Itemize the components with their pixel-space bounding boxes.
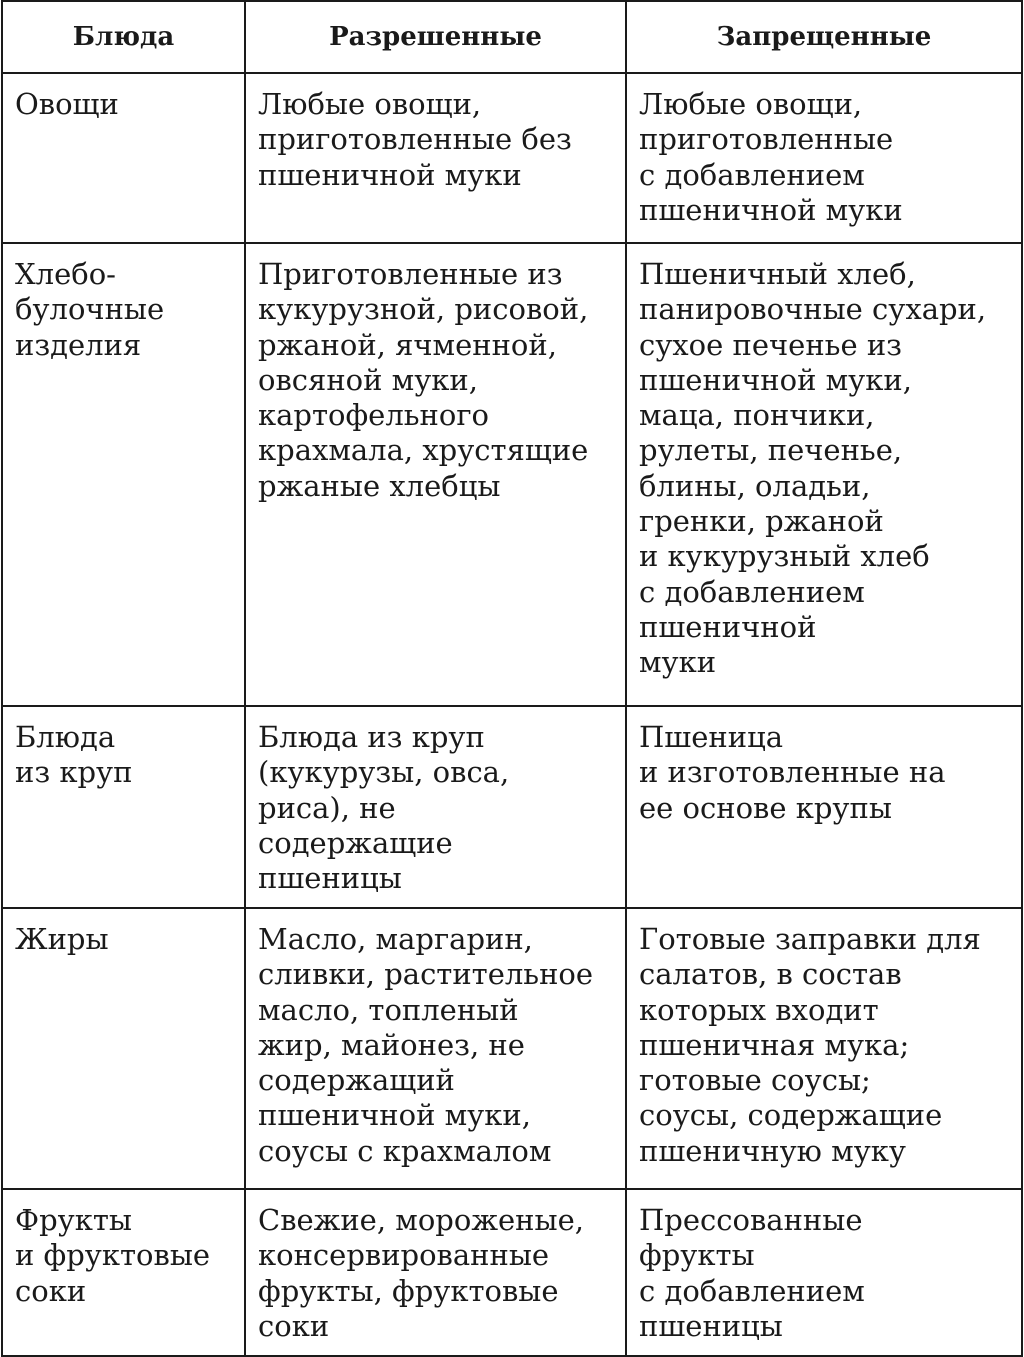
table-row: [2, 706, 1022, 908]
table-row: [2, 243, 1022, 706]
header-dishes: Блюда: [2, 1, 245, 73]
forbidden-cell: [626, 908, 1022, 1189]
dish-cell: [2, 1189, 245, 1356]
allowed-text: Блюда из круп (кукурузы, овса, риса), не содержащие пшеницы: [258, 720, 510, 896]
header-forbidden: Запрещенные: [626, 1, 1022, 73]
allowed-cell: [245, 1189, 626, 1356]
forbidden-cell: [626, 706, 1022, 908]
allowed-text: Любые овощи, приготовленные без пшеничной муки: [258, 87, 572, 192]
allowed-cell: [245, 706, 626, 908]
forbidden-cell: [626, 1189, 1022, 1356]
forbidden-text: Любые овощи, приготовленные с добавлением пшеничной муки: [639, 87, 903, 227]
forbidden-cell: [626, 73, 1022, 243]
dish-cell: [2, 908, 245, 1189]
allowed-cell: [245, 243, 626, 706]
dish-text: Блюда из круп: [15, 720, 133, 790]
dish-text: Жиры: [15, 922, 109, 956]
table-row: [2, 908, 1022, 1189]
dish-text: Фрукты и фруктовые соки: [15, 1203, 211, 1308]
allowed-text: Свежие, мороженые, консервированные фрукты, фруктовые соки: [258, 1203, 584, 1343]
table-row: [2, 1189, 1022, 1356]
forbidden-text: Пшеница и изготовленные на ее основе крупы: [639, 720, 946, 825]
forbidden-text: Готовые заправки для салатов, в состав которых входит пшеничная мука; готовые соусы; соусы, содержащие пшеничную муку: [639, 922, 981, 1168]
forbidden-cell: [626, 243, 1022, 706]
diet-table: [1, 0, 1023, 1357]
dish-cell: [2, 706, 245, 908]
header-allowed: Разрешенные: [245, 1, 626, 73]
allowed-cell: [245, 73, 626, 243]
forbidden-text: Прессованные фрукты с добавлением пшеницы: [639, 1203, 865, 1343]
dish-cell: [2, 243, 245, 706]
dish-cell: [2, 73, 245, 243]
header-row: [2, 1, 1022, 73]
table-row: [2, 73, 1022, 243]
allowed-text: Приготовленные из кукурузной, рисовой, ржаной, ячменной, овсяной муки, картофельного крахмала, хрустящие ржаные хлебцы: [258, 257, 589, 503]
dish-text: Овощи: [15, 87, 119, 121]
dish-text: Хлебо- булочные изделия: [15, 257, 165, 362]
forbidden-text: Пшеничный хлеб, панировочные сухари, сухое печенье из пшеничной муки, маца, пончики, рулеты, печенье, блины, оладьи, гренки, ржаной и кукурузный хлеб с добавлением пшеничной муки: [639, 257, 987, 680]
allowed-text: Масло, маргарин, сливки, растительное масло, топленый жир, майонез, не содержащий пшеничной муки, соусы с крахмалом: [258, 922, 594, 1168]
allowed-cell: [245, 908, 626, 1189]
